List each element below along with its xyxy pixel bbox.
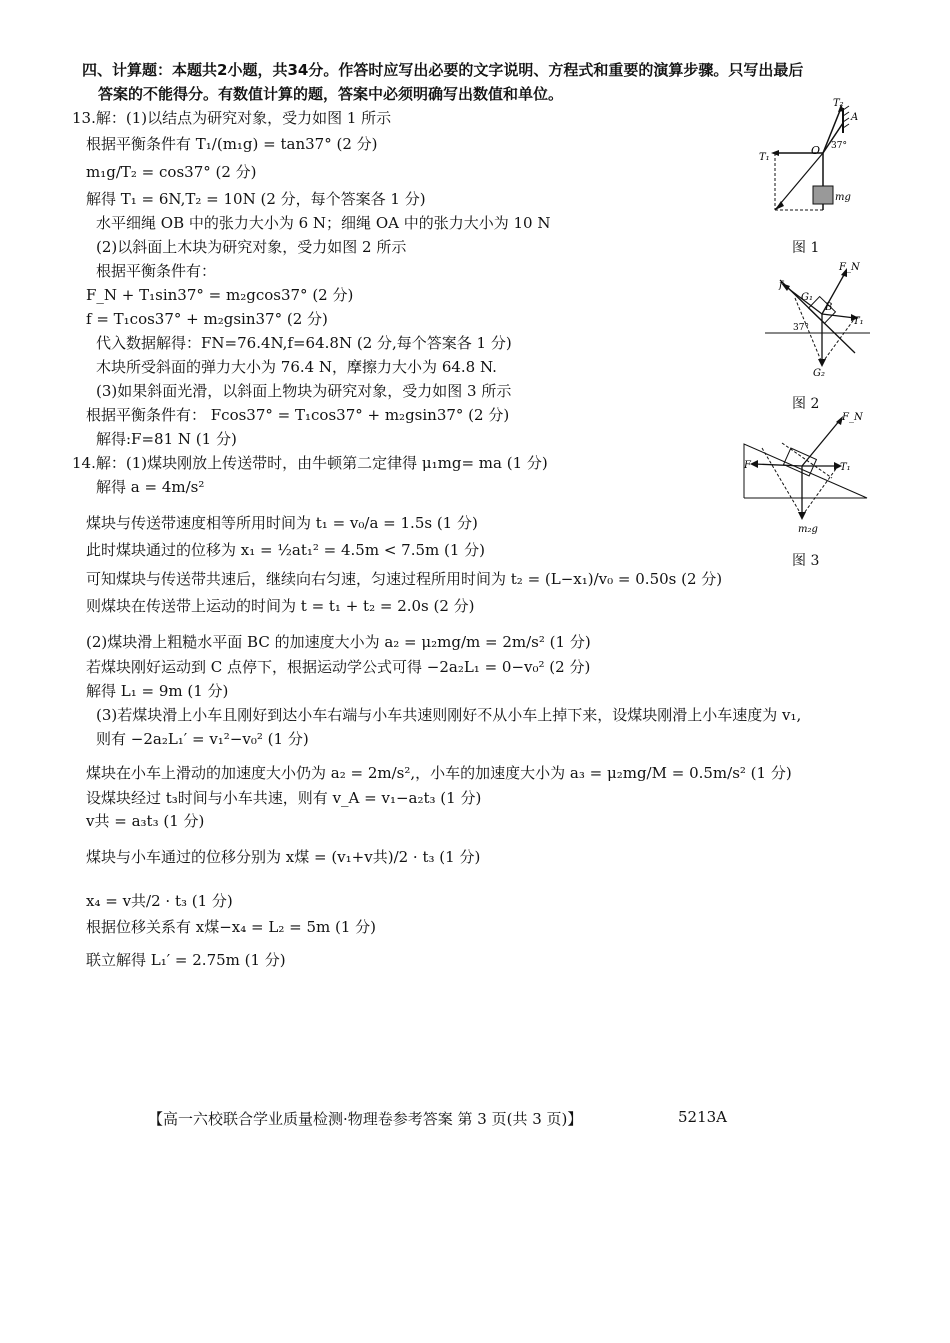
- q14-line: 则煤块在传送带上运动的时间为 t = t₁ + t₂ = 2.0s (2 分): [86, 597, 475, 615]
- q14-line: v共 = a₃t₃ (1 分): [86, 812, 205, 830]
- figure-2-diagram: [755, 258, 875, 383]
- q14-line: 此时煤块通过的位移为 x₁ = ½at₁² = 4.5m < 7.5m (1 分): [86, 541, 486, 559]
- section-heading-line2: 答案的不能得分。有数值计算的题，答案中必须明确写出数值和单位。: [98, 85, 564, 103]
- fig3-label: T₁: [840, 462, 851, 473]
- q14-line: 煤块与小车通过的位移分别为 x煤 = (v₁+v共)/2 · t₃ (1 分): [86, 848, 481, 866]
- q14-line: 则有 −2a₂L₁′ = v₁²−v₀² (1 分): [96, 730, 309, 748]
- q13-line: 根据平衡条件有： Fcos37° = T₁cos37° + m₂gsin37° (2 分): [86, 406, 510, 424]
- q13-line: 木块所受斜面的弹力大小为 76.4 N，摩擦力大小为 64.8 N.: [96, 358, 497, 376]
- fig1-label: T₂: [833, 98, 844, 109]
- q13-line: 根据平衡条件有 T₁/(m₁g) = tan37° (2 分): [86, 135, 378, 153]
- fig2-label: 37°: [793, 323, 809, 333]
- q13-line: 解得:F=81 N (1 分): [96, 430, 237, 448]
- q14-line: (3)若煤块滑上小车且刚好到达小车右端与小车共速则刚好不从小车上掉下来，设煤块刚滑上小车速度为 v₁,: [96, 706, 802, 724]
- fig2-label: B: [825, 302, 833, 313]
- figure-1-diagram: [755, 98, 875, 223]
- q13-line: 根据平衡条件有：: [96, 262, 217, 280]
- q14-line: 14.解：(1)煤块刚放上传送带时，由牛顿第二定律得 μ₁mg= ma (1 分): [72, 454, 548, 472]
- q13-line: m₁g/T₂ = cos37° (2 分): [86, 163, 257, 181]
- fig3-label: F: [744, 460, 751, 471]
- q14-line: 煤块在小车上滑动的加速度大小仍为 a₂ = 2m/s²,，小车的加速度大小为 a₃ = μ₂mg/M = 0.5m/s² (1 分): [86, 764, 792, 782]
- figure-1-caption: 图 1: [792, 240, 820, 256]
- fig3-label: m₂g: [798, 524, 818, 535]
- fig1-label: T₁: [759, 152, 770, 163]
- q13-line: 代入数据解得：FN=76.4N,f=64.8N (2 分,每个答案各 1 分): [96, 334, 512, 352]
- q14-line: 解得 a = 4m/s²: [96, 478, 205, 496]
- q14-line: 设煤块经过 t₃时间与小车共速，则有 v_A = v₁−a₂t₃ (1 分): [86, 789, 482, 807]
- fig2-label: G₁: [801, 292, 813, 303]
- q13-line: (2)以斜面上木块为研究对象，受力如图 2 所示: [96, 238, 407, 256]
- q13-line: f = T₁cos37° + m₂gsin37° (2 分): [86, 310, 328, 328]
- q13-line: 解得 T₁ = 6N,T₂ = 10N (2 分，每个答案各 1 分): [86, 190, 426, 208]
- fig2-label: G₂: [813, 368, 825, 379]
- fig1-label: 37°: [831, 141, 847, 151]
- figure-3-diagram: [742, 408, 872, 538]
- section-heading-line1: 四、计算题：本题共2小题，共34分。作答时应写出必要的文字说明、方程式和重要的演算步骤。只写出最后: [82, 61, 804, 79]
- fig1-label: A: [851, 112, 859, 123]
- fig1-label: O: [811, 144, 821, 157]
- figure-3-caption: 图 3: [792, 553, 820, 569]
- fig1-label: mg: [835, 192, 851, 203]
- fig2-label: f: [779, 280, 783, 291]
- q13-line: 水平细绳 OB 中的张力大小为 6 N；细绳 OA 中的张力大小为 10 N: [96, 214, 551, 232]
- q14-line: 根据位移关系有 x煤−x₄ = L₂ = 5m (1 分): [86, 918, 377, 936]
- q13-line: (3)如果斜面光滑，以斜面上物块为研究对象，受力如图 3 所示: [96, 382, 512, 400]
- fig2-label: F_N: [839, 262, 860, 273]
- q13-line: F_N + T₁sin37° = m₂gcos37° (2 分): [86, 286, 354, 304]
- q14-line: 解得 L₁ = 9m (1 分): [86, 682, 229, 700]
- figure-2-caption: 图 2: [792, 396, 820, 412]
- q14-line: 煤块与传送带速度相等所用时间为 t₁ = v₀/a = 1.5s (1 分): [86, 514, 478, 532]
- fig2-label: T₁: [853, 316, 864, 327]
- q14-line: x₄ = v共/2 · t₃ (1 分): [86, 892, 233, 910]
- q14-line: 若煤块刚好运动到 C 点停下，根据运动学公式可得 −2a₂L₁ = 0−v₀² (2 分): [86, 658, 591, 676]
- q14-line: 联立解得 L₁′ = 2.75m (1 分): [86, 951, 286, 969]
- page-footer-code: 5213A: [678, 1108, 728, 1126]
- q14-line: 可知煤块与传送带共速后，继续向右匀速，匀速过程所用时间为 t₂ = (L−x₁)/v₀ = 0.50s (2 分): [86, 570, 723, 588]
- page-footer-title: 【高一六校联合学业质量检测·物理卷参考答案 第 3 页(共 3 页)】: [148, 1110, 583, 1128]
- fig3-label: F_N: [842, 412, 863, 423]
- q14-line: (2)煤块滑上粗糙水平面 BC 的加速度大小为 a₂ = μ₂mg/m = 2m/s² (1 分): [86, 633, 591, 651]
- q13-line: 13.解：(1)以结点为研究对象，受力如图 1 所示: [72, 109, 392, 127]
